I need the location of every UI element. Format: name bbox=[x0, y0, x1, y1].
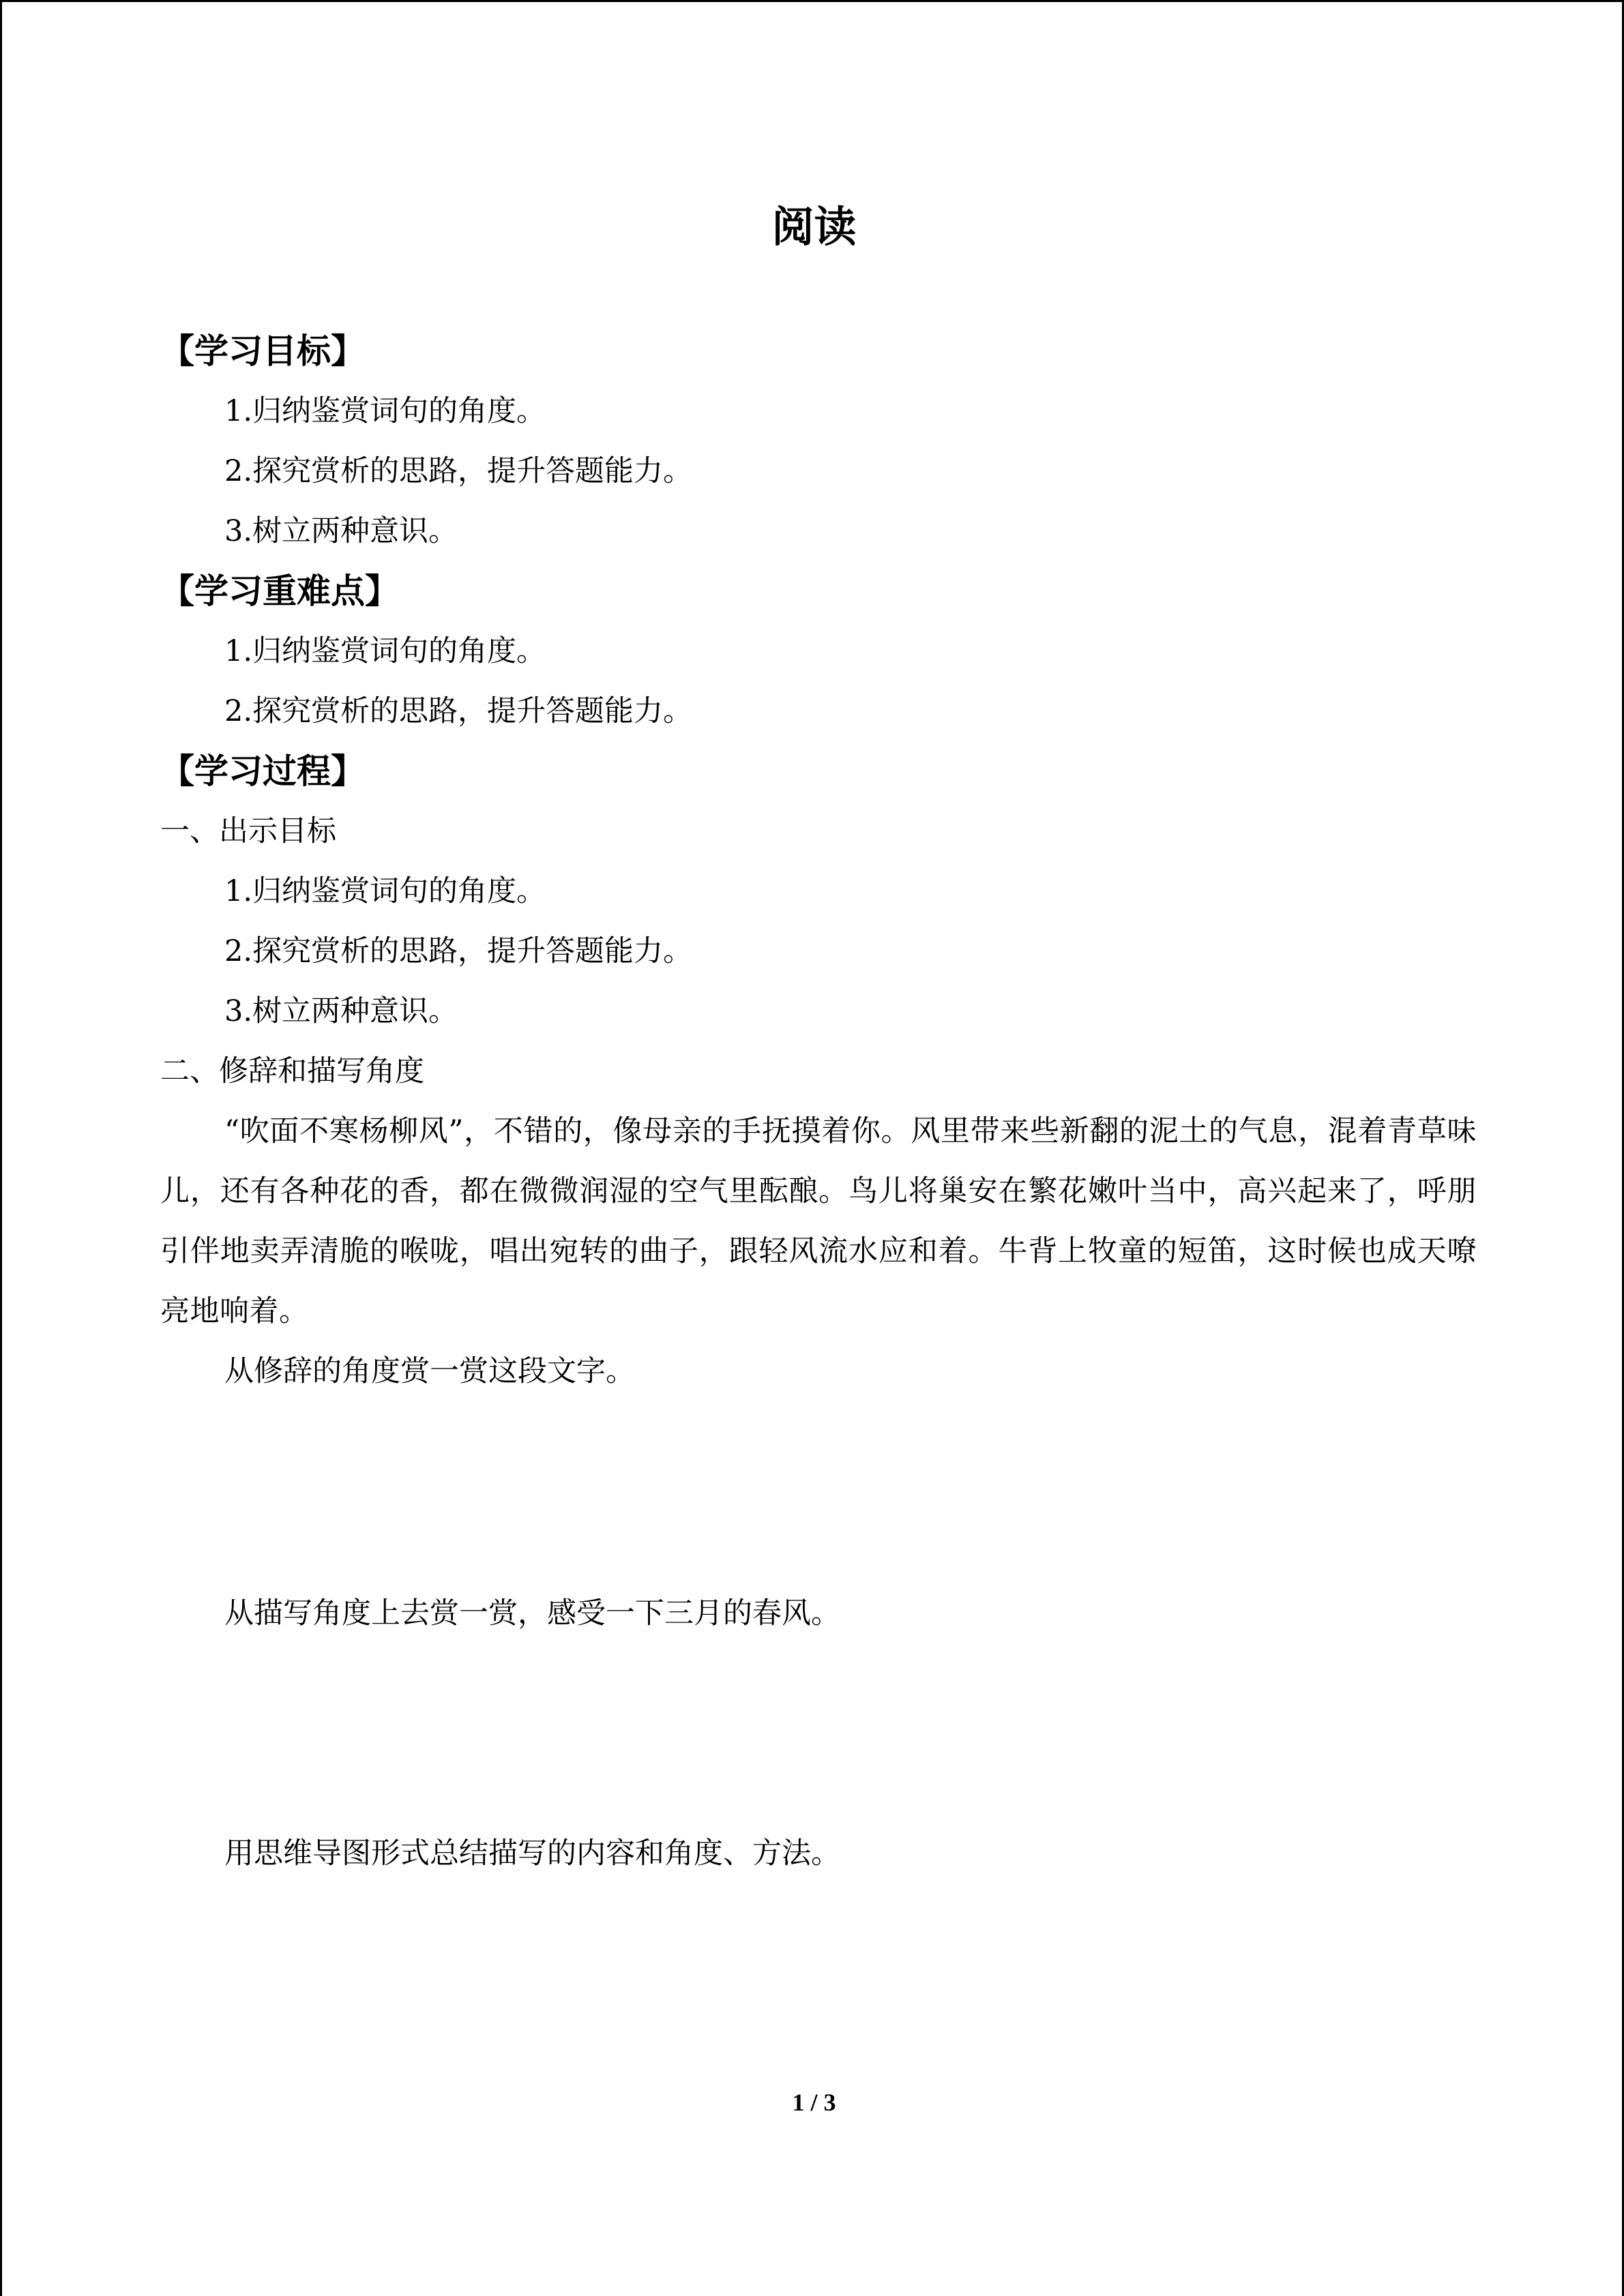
section-heading-goals: 【学习目标】 bbox=[160, 331, 365, 371]
goal-item: 1.归纳鉴赏词句的角度。 bbox=[224, 394, 546, 428]
goal-item: 2.探究赏析的思路，提升答题能力。 bbox=[224, 454, 693, 488]
process-goal-item: 1.归纳鉴赏词句的角度。 bbox=[224, 874, 546, 908]
document-body bbox=[160, 321, 1477, 1883]
process-goal-item: 3.树立两种意识。 bbox=[224, 994, 458, 1028]
key-point-item: 1.归纳鉴赏词句的角度。 bbox=[224, 634, 546, 668]
goal-item: 3.树立两种意识。 bbox=[224, 514, 458, 548]
answer-space bbox=[160, 1643, 1477, 1823]
question-rhetoric: 从修辞的角度赏一赏这段文字。 bbox=[224, 1354, 635, 1388]
page-number: 1 / 3 bbox=[792, 2089, 836, 2116]
key-point-item: 2.探究赏析的思路，提升答题能力。 bbox=[224, 694, 693, 728]
page-title: 阅读 bbox=[771, 202, 857, 252]
answer-space bbox=[160, 1401, 1477, 1583]
reading-passage: “吹面不寒杨柳风”，不错的，像母亲的手抚摸着你。风里带来些新翻的泥土的气息，混着青草味儿，还有各种花的香，都在微微润湿的空气里酝酿。鸟儿将巢安在繁花嫩叶当中，高兴起来了，呼朋引伴地卖弄清脆的喉咙，唱出宛转的曲子，跟轻风流水应和着。牛背上牧童的短笛，这时候也成天嘹亮地响着。 bbox=[160, 1114, 1477, 1328]
process-part-heading: 一、出示目标 bbox=[160, 814, 336, 848]
section-heading-key-points: 【学习重难点】 bbox=[160, 571, 399, 611]
process-goal-item: 2.探究赏析的思路，提升答题能力。 bbox=[224, 934, 693, 968]
question-mind-map: 用思维导图形式总结描写的内容和角度、方法。 bbox=[224, 1836, 840, 1870]
process-part-heading: 二、修辞和描写角度 bbox=[160, 1054, 424, 1088]
section-heading-process: 【学习过程】 bbox=[160, 751, 365, 791]
question-description: 从描写角度上去赏一赏，感受一下三月的春风。 bbox=[224, 1596, 840, 1630]
